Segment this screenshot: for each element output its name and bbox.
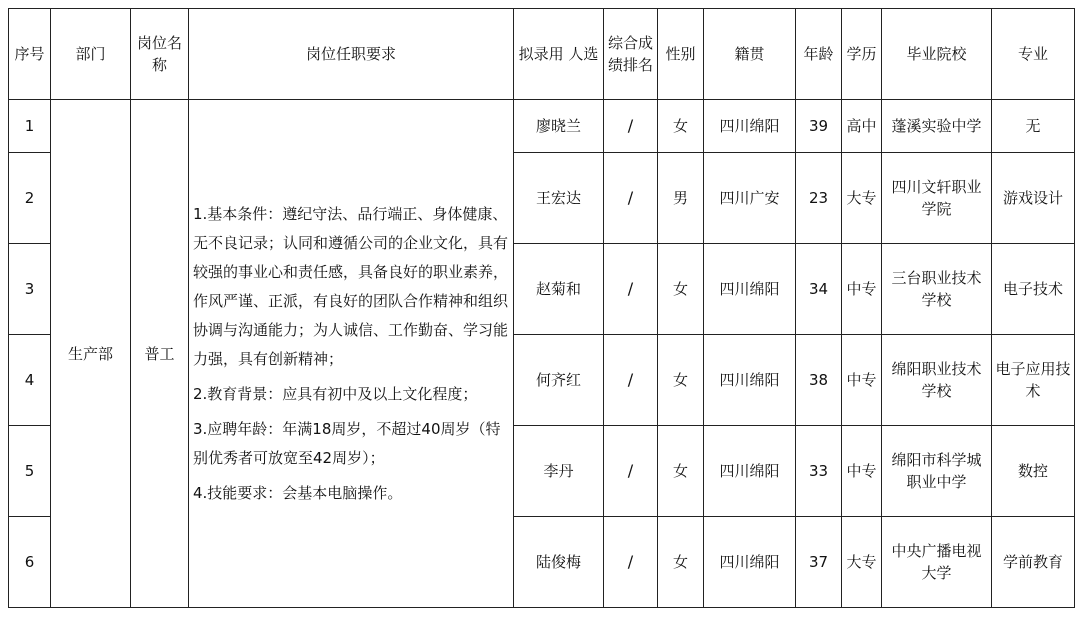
row-origin: 四川绵阳 [704,100,796,153]
row-gender: 女 [658,426,704,517]
row-no: 4 [9,335,51,426]
row-gender: 男 [658,153,704,244]
row-school: 中央广播电视大学 [882,517,992,608]
row-edu: 大专 [842,153,882,244]
row-name: 李丹 [514,426,604,517]
row-name: 廖晓兰 [514,100,604,153]
row-origin: 四川绵阳 [704,335,796,426]
header-no: 序号 [9,9,51,100]
row-age: 37 [796,517,842,608]
row-gender: 女 [658,517,704,608]
row-name: 赵菊和 [514,244,604,335]
row-origin: 四川绵阳 [704,426,796,517]
row-rank: / [604,153,658,244]
row-rank: / [604,244,658,335]
row-name: 何齐红 [514,335,604,426]
row-school: 绵阳市科学城职业中学 [882,426,992,517]
header-age: 年龄 [796,9,842,100]
header-dept: 部门 [51,9,131,100]
header-position: 岗位名称 [131,9,189,100]
row-school: 三台职业技术学校 [882,244,992,335]
row-rank: / [604,426,658,517]
row-no: 6 [9,517,51,608]
requirement-age: 3.应聘年龄：年满18周岁，不超过40周岁（特别优秀者可放宽至42周岁）； [193,419,501,467]
header-requirements: 岗位任职要求 [189,9,514,100]
requirements-cell [189,100,514,608]
row-school: 绵阳职业技术学校 [882,335,992,426]
header-row [9,9,1075,100]
row-rank: / [604,100,658,153]
row-major: 数控 [992,426,1075,517]
position-cell: 普工 [131,100,189,608]
row-name: 王宏达 [514,153,604,244]
row-major: 电子技术 [992,244,1075,335]
header-rank: 综合成绩排名 [604,9,658,100]
row-gender: 女 [658,335,704,426]
row-origin: 四川广安 [704,153,796,244]
row-no: 1 [9,100,51,153]
row-origin: 四川绵阳 [704,244,796,335]
row-edu: 中专 [842,335,882,426]
row-edu: 中专 [842,244,882,335]
row-major: 电子应用技术 [992,335,1075,426]
row-age: 33 [796,426,842,517]
row-origin: 四川绵阳 [704,517,796,608]
row-major: 无 [992,100,1075,153]
header-origin: 籍贯 [704,9,796,100]
row-gender: 女 [658,100,704,153]
row-school: 四川文轩职业学院 [882,153,992,244]
row-no: 5 [9,426,51,517]
requirement-education: 2.教育背景：应具有初中及以上文化程度； [193,384,478,403]
row-no: 2 [9,153,51,244]
header-school: 毕业院校 [882,9,992,100]
header-candidate: 拟录用 人选 [514,9,604,100]
row-age: 23 [796,153,842,244]
row-rank: / [604,517,658,608]
row-edu: 大专 [842,517,882,608]
row-age: 38 [796,335,842,426]
row-major: 游戏设计 [992,153,1075,244]
row-age: 39 [796,100,842,153]
row-no: 3 [9,244,51,335]
row-gender: 女 [658,244,704,335]
dept-cell: 生产部 [51,100,131,608]
row-school: 蓬溪实验中学 [882,100,992,153]
requirement-skills: 4.技能要求：会基本电脑操作。 [193,483,403,502]
header-major: 专业 [992,9,1075,100]
table-row [9,100,1075,153]
header-gender: 性别 [658,9,704,100]
row-name: 陆俊梅 [514,517,604,608]
header-education: 学历 [842,9,882,100]
row-rank: / [604,335,658,426]
requirement-basic: 1.基本条件：遵纪守法、品行端正、身体健康、无不良记录；认同和遵循公司的企业文化，具有较强的事业心和责任感，具备良好的职业素养，作风严谨、正派，有良好的团队合作精神和组织协调与沟通能力；为人诚信、工作勤奋、学习能力强，具有创新精神； [193,204,509,368]
candidate-table [8,8,1075,608]
row-edu: 中专 [842,426,882,517]
row-major: 学前教育 [992,517,1075,608]
row-edu: 高中 [842,100,882,153]
row-age: 34 [796,244,842,335]
